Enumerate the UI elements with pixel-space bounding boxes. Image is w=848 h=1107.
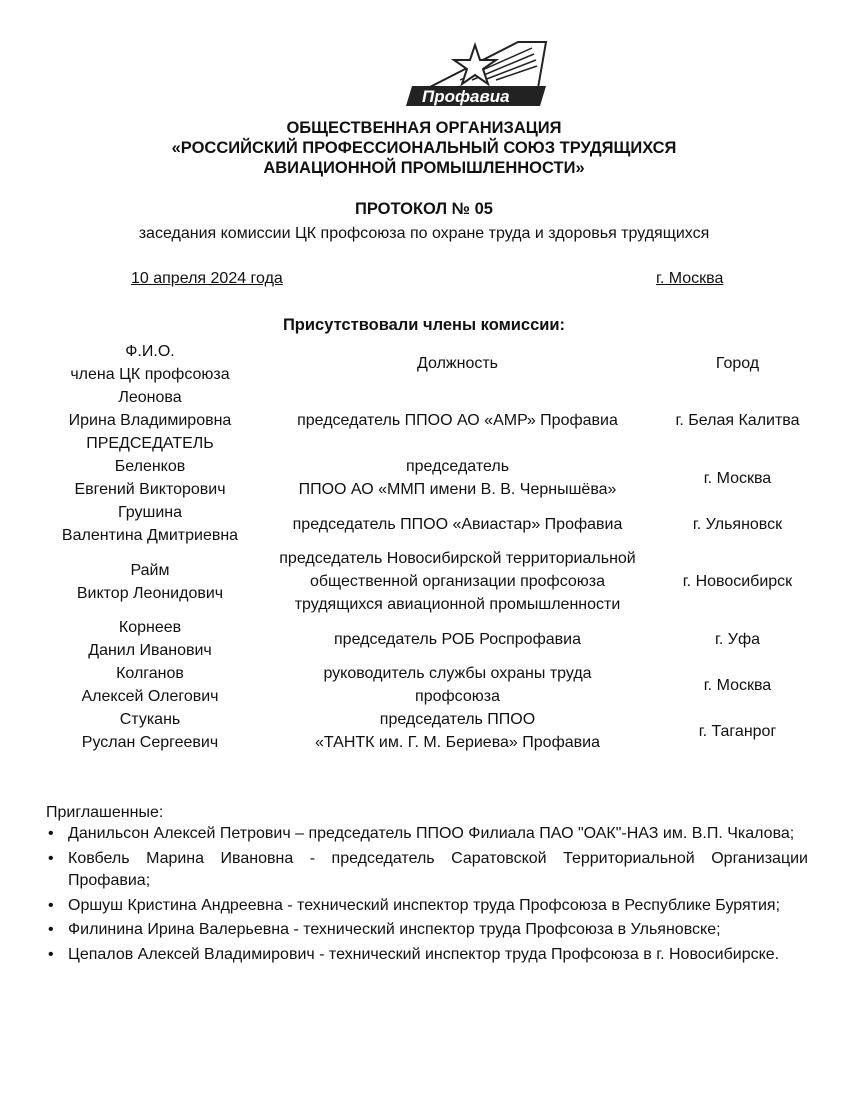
member-name: [40, 386, 260, 455]
members-title: Присутствовали члены комиссии:: [282, 316, 566, 334]
member-position-line: «ТАНТК им. Г. М. Бериева» Профавиа: [315, 734, 600, 751]
invited-item: • Филинина Ирина Валерьевна - технический инспектор труда Профсоюза в Ульяновске;: [46, 919, 808, 942]
header-name-line: члена ЦК профсоюза: [70, 366, 230, 383]
member-name-line: ПРЕДСЕДАТЕЛЬ: [86, 435, 214, 452]
profavia-logo: [400, 40, 550, 110]
member-name-line: Беленков: [114, 458, 186, 475]
member-position-line: общественной организации профсоюза: [309, 573, 606, 590]
member-name-line: Алексей Олегович: [81, 688, 219, 705]
table-row: [40, 455, 820, 501]
table-header-row: [40, 340, 820, 386]
logo-wordmark: Профавиа: [422, 87, 510, 106]
invited-title: Приглашенные:: [46, 804, 164, 821]
table-row: [40, 386, 820, 455]
table-row: [40, 662, 820, 708]
member-position: [260, 662, 655, 708]
member-position-line: председатель ППОО «Авиастар» Профавиа: [292, 515, 623, 533]
org-line: ОБЩЕСТВЕННАЯ ОРГАНИЗАЦИЯ: [286, 119, 562, 137]
member-position: [260, 386, 655, 455]
member-city: г. Новосибирск: [682, 573, 793, 590]
invited-list: [46, 823, 808, 968]
protocol-subtitle: заседания комиссии ЦК профсоюза по охране труда и здоровья трудящихся: [138, 225, 710, 242]
header-city: Город: [715, 354, 760, 372]
protocol-title: ПРОТОКОЛ № 05: [355, 200, 493, 218]
member-city: г. Таганрог: [698, 722, 777, 740]
header-name: [40, 340, 260, 386]
header-position: Должность: [417, 354, 498, 372]
member-name-line: Валентина Дмитриевна: [61, 527, 239, 544]
member-name: [40, 708, 260, 754]
member-position-line: председатель ППОО: [379, 711, 536, 728]
table-row: [40, 708, 820, 754]
member-position-line: ППОО АО «ММП имени В. В. Чернышёва»: [298, 481, 617, 498]
member-name-line: Виктор Леонидович: [76, 584, 224, 602]
member-position: [260, 708, 655, 754]
member-city: г. Белая Калитва: [675, 412, 800, 429]
table-row: [40, 547, 820, 616]
member-name: [40, 616, 260, 662]
member-position-line: руководитель службы охраны труда: [323, 665, 592, 682]
invited-item: • Оршуш Кристина Андреевна - технический инспектор труда Профсоюза в Республике Бурятия;: [46, 895, 808, 918]
member-name: [40, 547, 260, 616]
meeting-city: г. Москва: [656, 270, 724, 287]
org-line: «РОССИЙСКИЙ ПРОФЕССИОНАЛЬНЫЙ СОЮЗ ТРУДЯЩИХСЯ: [171, 139, 677, 157]
members-table: [40, 340, 820, 754]
member-name-line: Леонова: [118, 389, 182, 406]
member-city: г. Уфа: [715, 630, 760, 648]
organization-name: [0, 118, 848, 178]
member-name-line: Грушина: [118, 504, 182, 521]
member-position: [260, 616, 655, 662]
meeting-date: 10 апреля 2024 года: [131, 270, 283, 287]
member-name: [40, 501, 260, 547]
member-name-line: Евгений Викторович: [74, 481, 226, 498]
member-name-line: Руслан Сергеевич: [81, 734, 219, 751]
header-name-line: Ф.И.О.: [125, 343, 175, 360]
member-name-line: Райм: [130, 561, 170, 579]
member-name-line: Корнеев: [118, 619, 182, 636]
table-row: [40, 616, 820, 662]
member-name: [40, 662, 260, 708]
member-position: [260, 547, 655, 616]
member-name-line: Колганов: [116, 665, 184, 682]
invited-item: • Данильсон Алексей Петрович – председатель ППОО Филиала ПАО "ОАК"-НАЗ им. В.П. Чкалова;: [46, 823, 808, 846]
invited-item: • Ковбель Марина Ивановна - председатель Саратовской Территориальной Организации Профавиа;: [46, 848, 808, 893]
org-line: АВИАЦИОННОЙ ПРОМЫШЛЕННОСТИ»: [263, 159, 585, 177]
member-position-line: председатель Новосибирской территориальной: [279, 550, 636, 567]
member-position-line: трудящихся авиационной промышленности: [294, 596, 621, 613]
logo-emblem: [400, 40, 550, 110]
member-name-line: Данил Иванович: [88, 642, 212, 659]
member-position-line: председатель: [405, 458, 510, 475]
invited-item: • Цепалов Алексей Владимирович - технический инспектор труда Профсоюза в г. Новосибирске.: [46, 944, 808, 967]
member-position-line: председатель РОБ Роспрофавиа: [334, 630, 581, 648]
member-name-line: Ирина Владимировна: [68, 412, 232, 429]
member-position: [260, 501, 655, 547]
member-name: [40, 455, 260, 501]
member-city: г. Москва: [703, 676, 772, 694]
member-position-line: профсоюза: [415, 688, 500, 705]
member-name-line: Стукань: [119, 711, 181, 728]
member-city: г. Ульяновск: [692, 515, 783, 533]
member-position-line: председатель ППОО АО «АМР» Профавиа: [297, 412, 618, 429]
member-city: г. Москва: [703, 469, 772, 487]
member-position: [260, 455, 655, 501]
table-row: [40, 501, 820, 547]
